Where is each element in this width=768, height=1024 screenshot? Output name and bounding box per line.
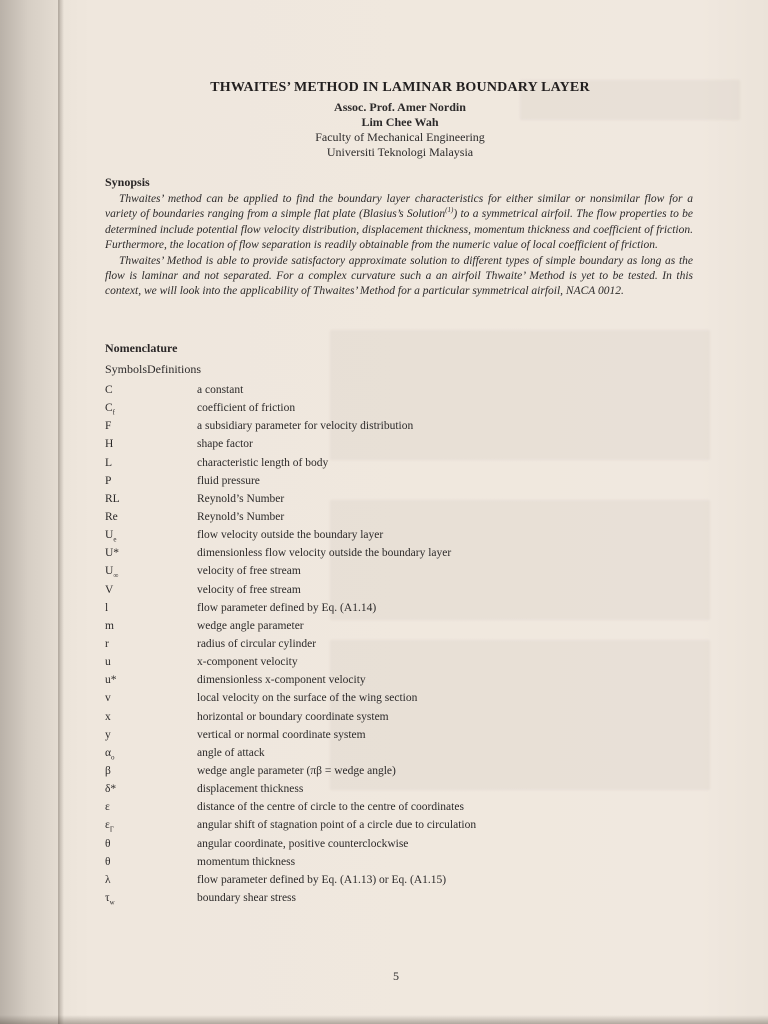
symbol: l xyxy=(105,601,109,614)
definition: vertical or normal coordinate system xyxy=(197,728,366,741)
definition: flow parameter defined by Eq. (A1.13) or Eq. (A1.15) xyxy=(197,873,447,886)
definition: angular shift of stagnation point of a circle due to circulation xyxy=(197,819,477,832)
paper-title: THWAITES’ METHOD IN LAMINAR BOUNDARY LAYER xyxy=(210,80,590,95)
symbol: $\tau_w$ xyxy=(105,891,115,907)
symbol: δ* xyxy=(105,783,117,796)
paper-header xyxy=(0,80,768,160)
synopsis-paragraph: Thwaites’ Method is able to provide satisfactory approximate solution to different types of simple boundary as long as the flow is laminar and not separated. For a complex curvature such a an airfoil Thwaite’ Method is yet to be tested. In this context, we will look into the applicability of Thwaites’ Method for a particular symmetrical airfoil, NACA 0012. xyxy=(105,254,693,298)
definition: wedge angle parameter (πβ = wedge angle) xyxy=(197,764,396,777)
symbol: x xyxy=(105,710,111,723)
definition: Reynold’s Number xyxy=(197,510,285,523)
definition: dimensionless flow velocity outside the boundary layer xyxy=(197,547,452,560)
author-name: Lim Chee Wah xyxy=(361,115,439,129)
definition: dimensionless x-component velocity xyxy=(197,674,366,687)
symbol: $C_f$ xyxy=(105,402,116,417)
synopsis-heading: Synopsis xyxy=(105,175,150,189)
symbol: y xyxy=(105,728,111,741)
show-through-ghost xyxy=(330,330,710,460)
page-bottom-edge xyxy=(0,1015,768,1024)
author-name: Assoc. Prof. Amer Nordin xyxy=(334,100,466,114)
definition: fluid pressure xyxy=(197,474,260,487)
symbol: P xyxy=(105,474,112,487)
definition: Reynold’s Number xyxy=(197,492,285,505)
symbol: V xyxy=(105,583,114,596)
symbol: U* xyxy=(105,547,120,560)
symbol: $U_e$ xyxy=(105,529,117,544)
definition: horizontal or boundary coordinate system xyxy=(197,710,389,723)
definition: distance of the centre of circle to the centre of coordinates xyxy=(197,801,464,814)
symbol: u xyxy=(105,656,111,669)
citation-ref: (1) xyxy=(445,206,454,215)
symbol: RL xyxy=(105,492,120,505)
symbol: u* xyxy=(105,674,117,687)
symbol: F xyxy=(105,420,112,433)
definition: a subsidiary parameter for velocity distribution xyxy=(197,420,414,433)
symbol: λ xyxy=(105,873,111,886)
definition: local velocity on the surface of the wing section xyxy=(197,692,418,705)
definition: a constant xyxy=(197,384,244,396)
definition: boundary shear stress xyxy=(197,891,297,904)
symbol: Re xyxy=(105,510,118,523)
synopsis-paragraph: Thwaites’ method can be applied to find the boundary layer characteristics for either similar or nonsimilar flow for a variety of boundaries ranging from a simple flat plate (Blasius’s Solution$^{(1)}$) to a symmetrical airfoil. The flow properties to be determined include potential flow velocity distribution, displacement thickness, momentum thickness and coefficient of friction. Furthermore, the location of flow separation is readily obtainable from the numeric value of local coefficient of friction. xyxy=(105,193,693,252)
definition: characteristic length of body xyxy=(197,456,329,469)
symbol: $\varepsilon_\Gamma$ xyxy=(105,819,114,834)
symbol: m xyxy=(105,619,114,632)
symbol: θ xyxy=(105,837,111,850)
definition: wedge angle parameter xyxy=(197,619,304,632)
symbol: $\alpha_o$ xyxy=(105,746,115,762)
nomenclature-column-header: SymbolsDefinitions xyxy=(105,362,202,376)
symbol: v xyxy=(105,692,111,705)
definition: x-component velocity xyxy=(197,656,298,669)
definition: velocity of free stream xyxy=(197,565,301,578)
symbol: β xyxy=(105,764,111,777)
symbol: H xyxy=(105,438,114,451)
symbol: L xyxy=(105,456,113,469)
symbol: ε xyxy=(105,801,110,814)
definition: coefficient of friction xyxy=(197,402,296,415)
definition: displacement thickness xyxy=(197,783,304,796)
definition: momentum thickness xyxy=(197,855,296,868)
affiliation-line: Faculty of Mechanical Engineering xyxy=(315,130,485,144)
nomenclature-heading: Nomenclature xyxy=(105,341,178,355)
symbol: r xyxy=(105,637,109,650)
symbol: C xyxy=(105,384,113,396)
definition: angle of attack xyxy=(197,746,265,759)
definition: shape factor xyxy=(197,438,253,451)
affiliation-line: Universiti Teknologi Malaysia xyxy=(326,145,474,159)
symbol: $U_\infty$ xyxy=(105,565,119,580)
definition: velocity of free stream xyxy=(197,583,301,596)
definition: flow velocity outside the boundary layer xyxy=(197,529,384,542)
definition: flow parameter defined by Eq. (A1.14) xyxy=(197,601,377,614)
symbol: θ xyxy=(105,855,111,868)
page-number: 5 xyxy=(393,969,399,983)
synopsis-body xyxy=(105,192,693,300)
definition: angular coordinate, positive counterclockwise xyxy=(197,837,409,850)
definition: radius of circular cylinder xyxy=(197,637,317,650)
